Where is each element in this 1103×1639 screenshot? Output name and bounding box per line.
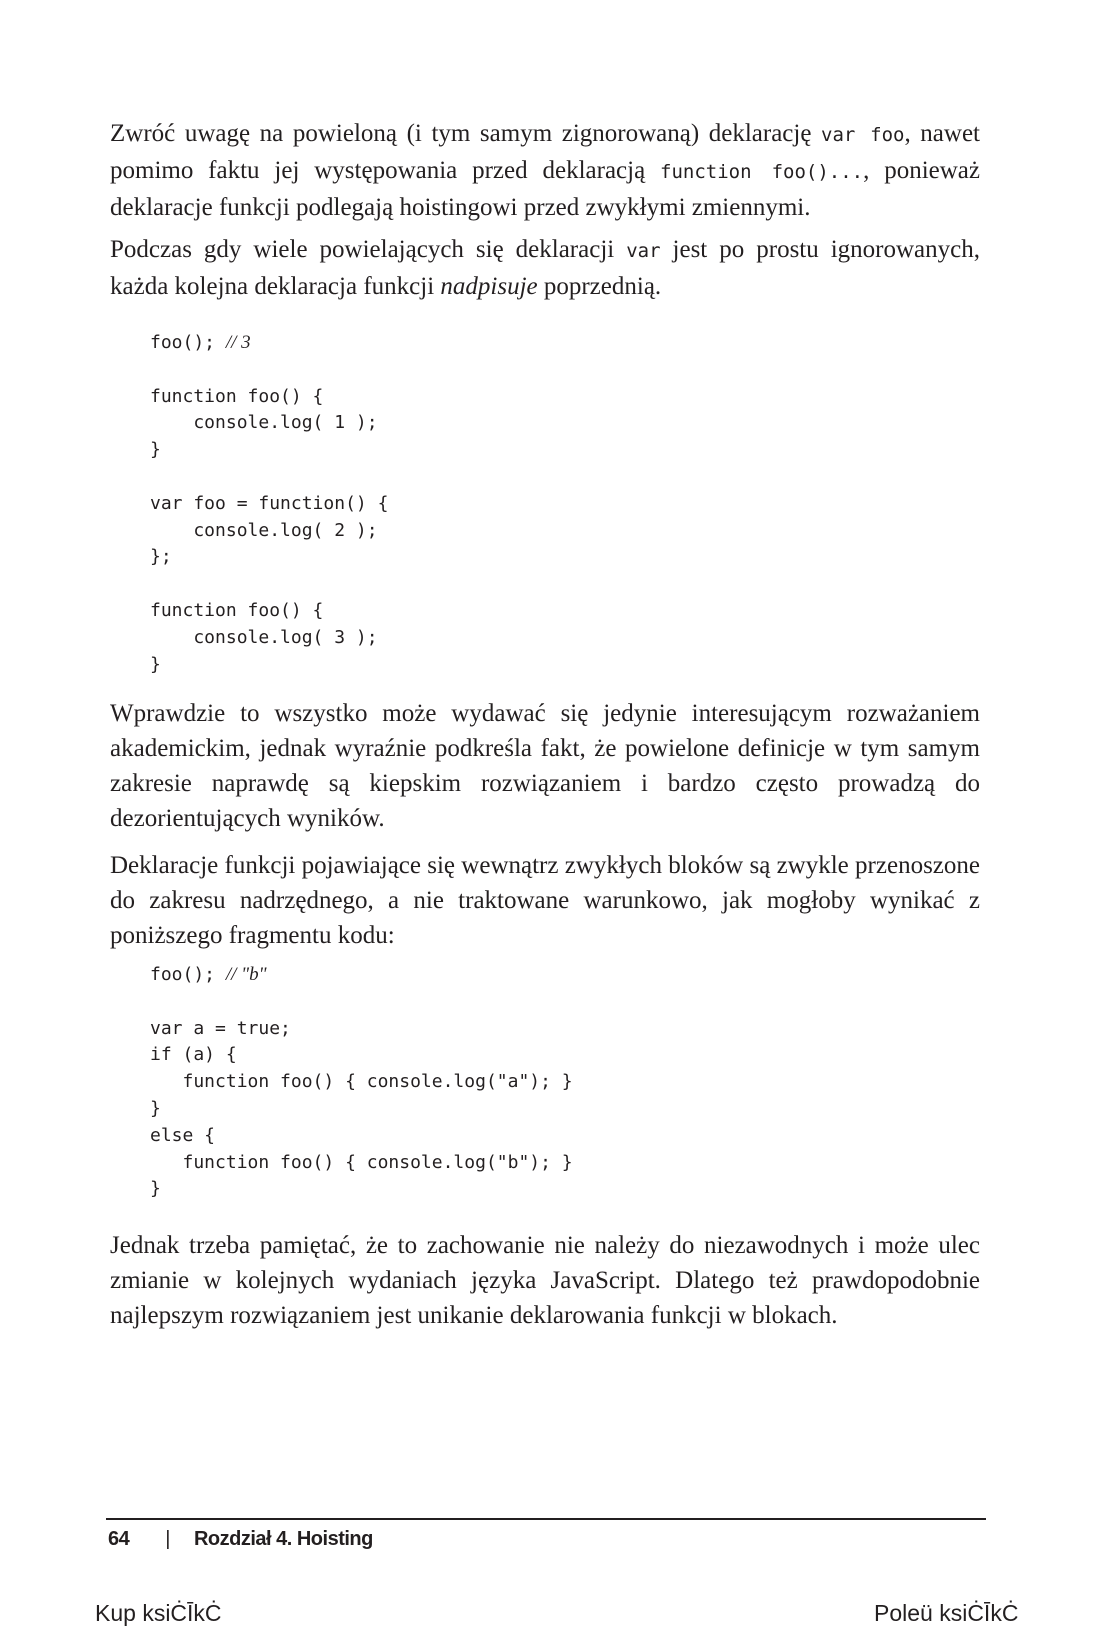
code-line: foo(); (150, 332, 226, 353)
buy-book-link[interactable]: Kup ksiĊĪkĊ (95, 1600, 222, 1626)
inline-code: function foo()... (660, 161, 864, 183)
code-body: function foo() { console.log( 1 ); } var foo = function() { console.log( 2 ); }; function foo() { console.log( 3 ); } (150, 385, 389, 675)
paragraph-block-declarations: Deklaracje funkcji pojawiające się wewnątrz zwykłych bloków są zwykle przenoszone do zakresu nadrzędnego, a nie traktowane warunkowo, jak mogłoby wynikać z poniższego fragmentu kodu: (110, 852, 980, 949)
page-number: 64 (108, 1528, 130, 1550)
code-line: foo(); (150, 964, 226, 985)
paragraph-text: Zwróć uwagę na powieloną (i tym samym zignorowaną) deklarację (110, 120, 822, 147)
recommend-book-link[interactable]: Poleü ksiĊĪkĊ (874, 1600, 1019, 1626)
footer-separator: | (165, 1528, 170, 1550)
code-comment: // "b" (225, 964, 267, 985)
paragraph-overwrite (110, 232, 980, 304)
code-block-overwrite (150, 330, 388, 678)
inline-code: var foo (821, 124, 905, 146)
paragraph-duplicate-var (110, 116, 980, 225)
emphasis-text: nadpisuje (440, 273, 538, 300)
paragraph-text: poprzednią. (537, 273, 662, 300)
code-comment: // 3 (225, 332, 251, 353)
paragraph-conclusion: Jednak trzeba pamiętać, że to zachowanie nie należy do niezawodnych i może ulec zmianie w kolejnych wydaniach języka JavaScript. Dlatego też prawdopodobnie najlepszym rozwiązaniem jest unikanie deklarowania funkcji w blokach. (110, 1232, 980, 1329)
paragraph-academic: Wprawdzie to wszystko może wydawać się jedynie interesującym rozważaniem akademickim, jednak wyraźnie podkreśla fakt, że powielone definicje w tym samym zakresie naprawdę są kiepskim rozwiązaniem i bardzo często prowadzą do dezorientujących wyników. (110, 700, 980, 832)
code-block-conditional (150, 962, 573, 1203)
page-footer (108, 1528, 373, 1551)
paragraph-text: , ponieważ deklaracje funkcji podlegają hoistingowi przed zwykłymi zmiennymi. (110, 157, 980, 221)
inline-code: var (626, 240, 661, 262)
code-body: var a = true; if (a) { function foo() { console.log("a"); } } else { function foo() { console.log("b"); } } (150, 1017, 573, 1200)
paragraph-text: , nawet pomimo faktu jej występowania przed deklaracją (110, 120, 980, 184)
chapter-title: Rozdział 4. Hoisting (193, 1528, 373, 1550)
paragraph-text: Podczas gdy wiele powielających się deklaracji (110, 236, 627, 263)
footer-divider (106, 1518, 986, 1520)
paragraph-text: jest po prostu ignorowanych, każda kolejna deklaracja funkcji (110, 236, 980, 300)
